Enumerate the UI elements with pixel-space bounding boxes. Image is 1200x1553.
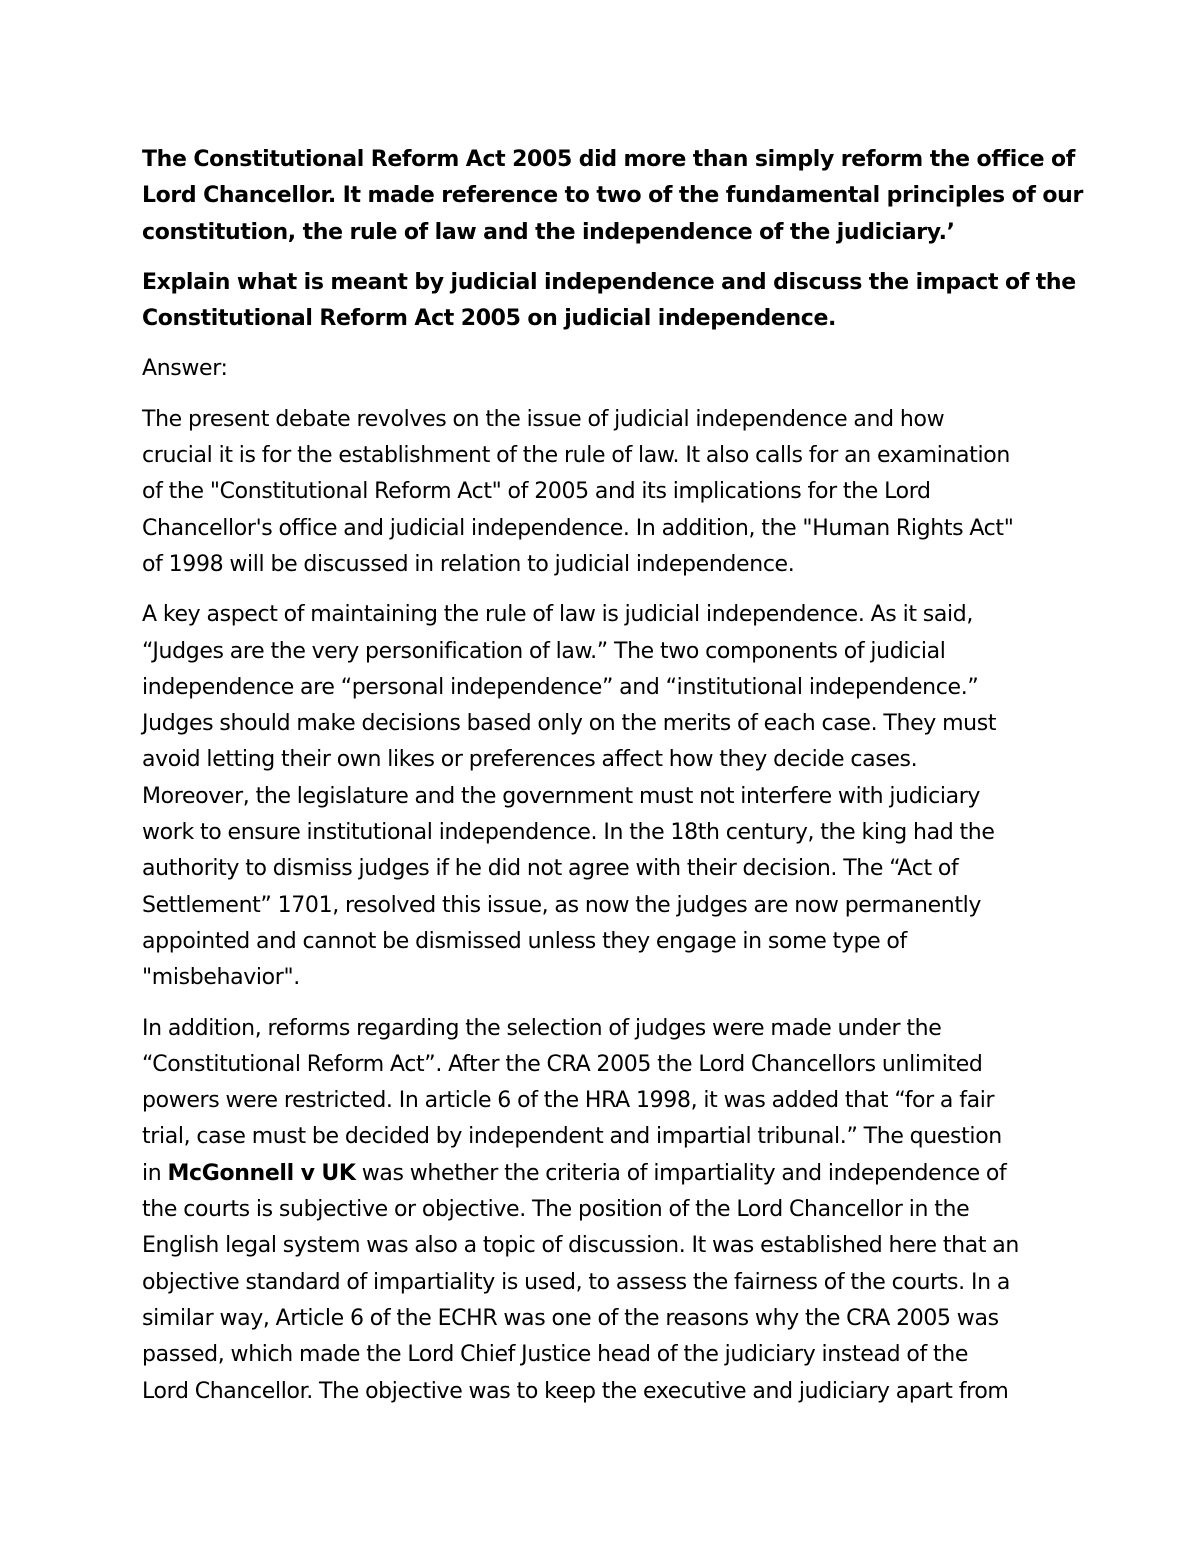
paragraph-line: A key aspect of maintaining the rule of law is judicial independence. As it said, — [142, 602, 974, 628]
paragraph-line: similar way, Article 6 of the ECHR was one of the reasons why the CRA 2005 was — [142, 1305, 999, 1331]
question-prompt-line: Explain what is meant by judicial independence and discuss the impact of the — [142, 269, 1076, 295]
paragraph-line: trial, case must be decided by independent and impartial tribunal.” The question — [142, 1124, 1002, 1150]
paragraph-line: objective standard of impartiality is used, to assess the fairness of the courts. In a — [142, 1269, 1010, 1295]
paragraph-intro — [142, 402, 1064, 583]
paragraph-line: Moreover, the legislature and the government must not interfere with judiciary — [142, 783, 981, 809]
paragraph-judicial-independence — [142, 597, 1064, 996]
paragraph-line: avoid letting their own likes or preferences affect how they decide cases. — [142, 747, 918, 773]
paragraph-line: "misbehavior". — [142, 965, 300, 991]
paragraph-line: Settlement” 1701, resolved this issue, as now the judges are now permanently — [142, 892, 982, 918]
paragraph-line: of 1998 will be discussed in relation to judicial independence. — [142, 551, 795, 577]
paragraph-line: of the "Constitutional Reform Act" of 2005 and its implications for the Lord — [142, 479, 931, 505]
paragraph-line: appointed and cannot be dismissed unless they engage in some type of — [142, 928, 907, 954]
paragraph-line: The present debate revolves on the issue of judicial independence and how — [142, 406, 945, 432]
question-quote — [142, 142, 1083, 251]
case-line-suffix: was whether the criteria of impartiality and independence of — [355, 1160, 1007, 1186]
paragraph-line: crucial it is for the establishment of the rule of law. It also calls for an examination — [142, 443, 1010, 469]
question-prompt-line: Constitutional Reform Act 2005 on judicial independence. — [142, 306, 837, 332]
case-name: McGonnell v UK — [167, 1160, 356, 1186]
paragraph-line: independence are “personal independence” and “institutional independence.” — [142, 674, 979, 700]
paragraph-line-with-case — [142, 1156, 1064, 1192]
answer-label-text: Answer: — [142, 356, 228, 382]
question-quote-line: The Constitutional Reform Act 2005 did more than simply reform the office of — [142, 147, 1076, 172]
question-prompt — [142, 265, 1076, 338]
document-body — [142, 142, 1083, 1424]
paragraph-line: Judges should make decisions based only on the merits of each case. They must — [142, 711, 997, 737]
paragraph-selection-reforms — [142, 1011, 1064, 1410]
paragraph-line: In addition, reforms regarding the selection of judges were made under the — [142, 1015, 942, 1041]
case-line-prefix: in — [142, 1160, 168, 1186]
paragraph-line: English legal system was also a topic of discussion. It was established here that an — [142, 1233, 1020, 1259]
question-quote-line: constitution, the rule of law and the independence of the judiciary.’ — [142, 219, 955, 245]
paragraph-line: powers were restricted. In article 6 of the HRA 1998, it was added that “for a fair — [142, 1088, 995, 1114]
paragraph-line: authority to dismiss judges if he did not agree with their decision. The “Act of — [142, 856, 959, 882]
paragraph-line: Lord Chancellor. The objective was to keep the executive and judiciary apart from — [142, 1378, 1009, 1404]
answer-label — [142, 351, 1064, 387]
paragraph-line: “Judges are the very personification of law.” The two components of judicial — [142, 638, 946, 664]
question-quote-line: Lord Chancellor. It made reference to two of the fundamental principles of our — [142, 183, 1083, 209]
paragraph-line: passed, which made the Lord Chief Justice head of the judiciary instead of the — [142, 1342, 969, 1368]
paragraph-line: work to ensure institutional independence. In the 18th century, the king had the — [142, 820, 995, 846]
paragraph-line: “Constitutional Reform Act”. After the CRA 2005 the Lord Chancellors unlimited — [142, 1051, 983, 1077]
paragraph-line: the courts is subjective or objective. The position of the Lord Chancellor in the — [142, 1197, 970, 1223]
paragraph-line: Chancellor's office and judicial independence. In addition, the "Human Rights Act" — [142, 515, 1014, 541]
